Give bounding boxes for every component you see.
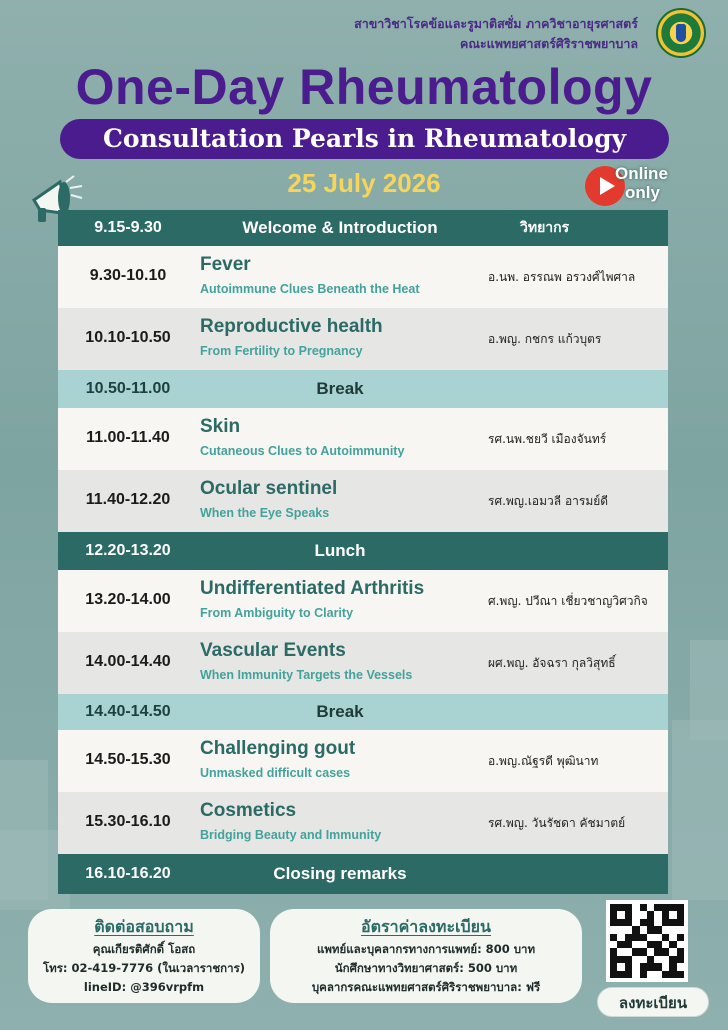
contact-name: คุณเกียรติศักดิ์ โอสถ — [92, 942, 196, 956]
session-speaker: รศ.นพ.ชยวี เมืองจันทร์ — [488, 432, 607, 446]
session-speaker: รศ.พญ.เอมวลี อารมย์ดี — [488, 494, 609, 508]
schedule-header-row — [58, 210, 668, 246]
session-topic: Reproductive health — [200, 316, 383, 337]
register-button[interactable]: ลงทะเบียน — [597, 987, 709, 1017]
session-subtitle: From Ambiguity to Clarity — [200, 606, 354, 620]
break-label: Break — [316, 702, 364, 721]
session-time: 11.00-11.40 — [86, 429, 170, 446]
session-speaker: อ.นพ. อรรณพ อรวงศ์ไพศาล — [488, 270, 636, 284]
session-subtitle: From Fertility to Pregnancy — [200, 344, 363, 358]
session-row — [58, 470, 668, 532]
session-subtitle: Cutaneous Clues to Autoimmunity — [200, 444, 405, 458]
session-speaker: อ.พญ.ณัฐรดี พุฒินาท — [488, 754, 599, 768]
session-row — [58, 408, 668, 470]
break-row — [58, 370, 668, 408]
session-row — [58, 730, 668, 792]
lunch-label: Lunch — [314, 541, 366, 560]
fee-box — [270, 909, 582, 1003]
online-label: Online — [615, 164, 668, 183]
session-subtitle: Bridging Beauty and Immunity — [200, 828, 382, 842]
online-only-badge — [585, 164, 695, 208]
break-time: 14.40-14.50 — [85, 703, 171, 720]
session-row — [58, 308, 668, 370]
session-topic: Cosmetics — [200, 800, 297, 821]
event-title: One-Day Rheumatology — [75, 59, 653, 115]
fee-item: นักศึกษาทางวิทยาศาสตร์: 500 บาท — [334, 961, 518, 975]
session-time: 14.50-15.30 — [85, 751, 171, 768]
session-subtitle: When Immunity Targets the Vessels — [200, 668, 413, 682]
qr-code-icon[interactable] — [606, 900, 688, 982]
session-row — [58, 792, 668, 854]
closing-time: 16.10-16.20 — [85, 865, 171, 882]
session-time: 15.30-16.10 — [85, 813, 171, 830]
schedule-table — [58, 210, 668, 894]
welcome-label: Welcome & Introduction — [242, 218, 438, 237]
session-speaker: ผศ.พญ. อัจฉรา กุลวิสุทธิ์ — [488, 656, 616, 670]
session-row — [58, 246, 668, 308]
session-speaker: รศ.พญ. วันรัชดา คัชมาตย์ — [488, 816, 626, 830]
event-subtitle: Consultation Pearls in Rheumatology — [60, 119, 669, 159]
session-topic: Skin — [200, 416, 241, 437]
closing-label: Closing remarks — [273, 864, 407, 883]
session-topic: Challenging gout — [200, 738, 356, 759]
session-topic: Fever — [200, 254, 251, 275]
session-time: 14.00-14.40 — [85, 653, 171, 670]
schedule-time: 9.15-9.30 — [94, 219, 162, 236]
event-date: 25 July 2026 — [287, 168, 441, 198]
session-speaker: อ.พญ. กชกร แก้วบุตร — [488, 332, 602, 346]
session-topic: Undifferentiated Arthritis — [200, 578, 425, 599]
session-time: 13.20-14.00 — [85, 591, 171, 608]
contact-title: ติดต่อสอบถาม — [94, 917, 194, 936]
only-label: only — [625, 183, 660, 202]
fee-title: อัตราค่าลงทะเบียน — [361, 917, 491, 936]
session-subtitle: Unmasked difficult cases — [200, 766, 351, 780]
session-row — [58, 570, 668, 632]
session-time: 10.10-10.50 — [85, 329, 171, 346]
closing-row — [58, 854, 668, 894]
department-header — [354, 14, 638, 54]
break-row — [58, 694, 668, 730]
contact-phone: โทร: 02-419-7776 (ในเวลาราชการ) — [42, 961, 246, 975]
lunch-time: 12.20-13.20 — [85, 542, 171, 559]
department-line-2: คณะแพทยศาสตร์ศิริราชพยาบาล — [459, 36, 638, 51]
session-time: 9.30-10.10 — [89, 267, 167, 284]
session-row — [58, 632, 668, 694]
contact-line-id: lineID: @396vrpfm — [83, 980, 205, 994]
session-subtitle: Autoimmune Clues Beneath the Heat — [200, 282, 420, 296]
department-line-1: สาขาวิชาโรคข้อและรูมาติสซั่ม ภาควิชาอายุรศาสตร์ — [354, 16, 638, 31]
session-topic: Ocular sentinel — [200, 478, 338, 499]
break-time: 10.50-11.00 — [85, 380, 171, 397]
session-speaker: ศ.พญ. ปวีณา เชี่ยวชาญวิศวกิจ — [488, 594, 648, 608]
session-subtitle: When the Eye Speaks — [200, 506, 330, 520]
lunch-row — [58, 532, 668, 570]
contact-box — [28, 909, 260, 1003]
fee-item: แพทย์และบุคลากรทางการแพทย์: 800 บาท — [316, 942, 536, 956]
session-time: 11.40-12.20 — [85, 491, 171, 508]
background-building-right — [672, 720, 728, 900]
siriraj-seal-icon — [656, 8, 706, 58]
speaker-column-header: วิทยากร — [520, 220, 570, 236]
background-building-right-2 — [690, 640, 728, 740]
break-label: Break — [316, 379, 364, 398]
fee-item: บุคลากรคณะแพทยศาสตร์ศิริราชพยาบาล: ฟรี — [311, 980, 541, 994]
session-topic: Vascular Events — [200, 640, 346, 661]
